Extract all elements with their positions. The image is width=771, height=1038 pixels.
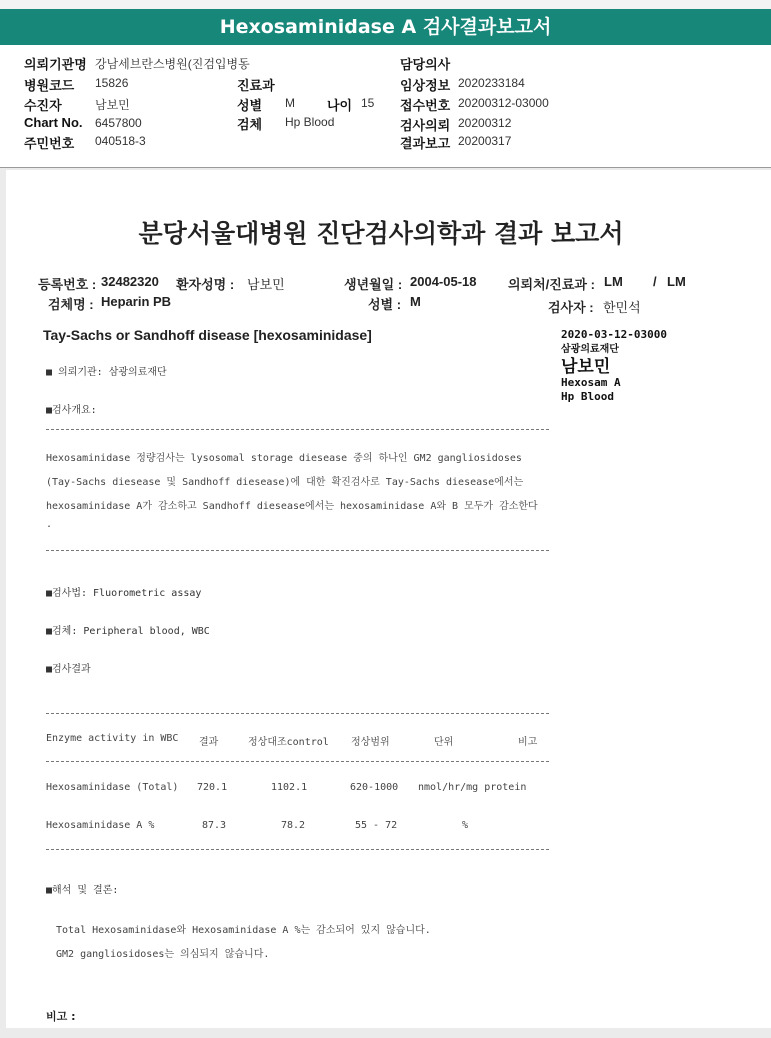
row1-result: 720.1 — [197, 782, 228, 793]
resident-no-value: 040518-3 — [95, 134, 146, 148]
method-line: ■검사법: Fluorometric assay — [46, 588, 202, 599]
top-strip — [0, 0, 771, 9]
order-header — [0, 45, 771, 168]
specimen-label: 검체 — [237, 117, 263, 132]
row2-control: 78.2 — [281, 820, 306, 831]
overview-line-3: hexosaminidase A가 감소하고 Sandhoff diesease에서는 hexosaminidase A와 B 모두가 감소한다 — [46, 501, 538, 512]
age-label: 나이 — [327, 98, 353, 113]
divider — [46, 849, 549, 850]
row1-range: 620-1000 — [350, 782, 399, 793]
specimen-name-label: 검체명 : — [48, 297, 94, 312]
dept-label: 의뢰처/진료과 : — [508, 277, 595, 292]
patient-name-label: 환자성명 : — [176, 277, 235, 292]
specimen-label-sticker — [559, 322, 711, 408]
dob-label: 생년월일 : — [344, 277, 403, 292]
dob-value: 2004-05-18 — [410, 274, 477, 289]
overview-line-1: Hexosaminidase 정량검사는 lysosomal storage diesease 중의 하나인 GM2 gangliosidoses — [46, 453, 522, 464]
row1-unit: nmol/hr/mg protein — [418, 782, 527, 793]
row2-enzyme: Hexosaminidase A % — [46, 820, 155, 831]
row2-unit: % — [462, 820, 469, 831]
report-title: 분당서울대병원 진단검사의학과 결과 보고서 — [138, 219, 624, 248]
test-title: Tay-Sachs or Sandhoff disease [hexosaminidase] — [43, 327, 372, 343]
specimen-name-value: Heparin PB — [101, 294, 172, 309]
table-header-unit: 단위 — [434, 737, 454, 748]
row2-range: 55 - 72 — [355, 820, 398, 831]
request-date-label: 검사의뢰 — [400, 118, 451, 133]
table-header-result: 결과 — [199, 737, 219, 748]
interpretation-line-2: GM2 gangliosidoses는 의심되지 않습니다. — [56, 949, 270, 960]
reg-no-label: 등록번호 : — [38, 277, 97, 292]
table-header-enzyme: Enzyme activity in WBC — [46, 733, 179, 744]
examiner-value: 한민석 — [603, 300, 641, 315]
dept-value-b: LM — [667, 274, 686, 289]
report-date-value: 20200317 — [458, 134, 512, 148]
table-header-remark: 비고 — [518, 737, 538, 748]
hospital-code-value: 15826 — [95, 76, 129, 90]
patient-label: 수진자 — [24, 98, 62, 113]
examiner-label: 검사자 : — [548, 300, 594, 315]
banner-title: Hexosaminidase A 검사결과보고서 — [219, 16, 552, 38]
institution-value: 강남세브란스병원(진검입병동 — [95, 57, 250, 71]
row1-control: 1102.1 — [271, 782, 308, 793]
department-label: 진료과 — [237, 78, 275, 93]
table-header-control: 정상대조control — [248, 737, 329, 748]
sticker-org: 삼광의료재단 — [561, 344, 619, 355]
interpretation-line-1: Total Hexosaminidase와 Hexosaminidase A %는 감소되어 있지 않습니다. — [56, 925, 431, 936]
overview-line-4: . — [46, 519, 53, 530]
clinical-info-label: 임상정보 — [400, 78, 451, 93]
specimen-line: ■검체: Peripheral blood, WBC — [46, 626, 210, 637]
overview-line-2: (Tay-Sachs diesease 및 Sandhoff diesease)에 대한 확진검사로 Tay-Sachs diesease에서는 — [46, 477, 524, 488]
age-value: 15 — [361, 96, 375, 110]
result-heading: ■검사결과 — [46, 664, 91, 675]
table-header-range: 정상범위 — [351, 737, 390, 748]
divider — [46, 761, 549, 762]
divider — [46, 550, 549, 551]
request-date-value: 20200312 — [458, 116, 512, 130]
accession-value: 20200312-03000 — [458, 96, 549, 110]
reg-no-value: 32482320 — [101, 274, 159, 289]
chart-no-value: 6457800 — [95, 116, 142, 130]
interpretation-heading: ■해석 및 결론: — [46, 885, 119, 896]
divider — [46, 713, 549, 714]
patient-name-value: 남보민 — [247, 277, 285, 292]
dept-value-a: LM — [604, 274, 623, 289]
report-sex-label: 성별 : — [368, 297, 402, 312]
institution-line: ■ 의뢰기관: 삼광의료재단 — [46, 367, 167, 378]
sticker-name: 남보민 — [561, 357, 611, 377]
institution-label: 의뢰기관명 — [24, 57, 87, 72]
doctor-label: 담당의사 — [400, 57, 451, 72]
chart-no-label: Chart No. — [24, 115, 83, 130]
sex-label: 성별 — [237, 98, 263, 113]
sex-value: M — [285, 96, 295, 110]
specimen-value: Hp Blood — [285, 115, 335, 129]
scanned-report — [6, 170, 771, 1028]
dept-separator: / — [653, 274, 657, 289]
sticker-date: 2020-03-12-03000 — [561, 328, 667, 341]
report-banner — [0, 9, 771, 45]
divider — [46, 429, 549, 430]
report-sex-value: M — [410, 294, 421, 309]
report-date-label: 결과보고 — [400, 136, 451, 151]
clinical-info-value: 2020233184 — [458, 76, 525, 90]
sticker-specimen: Hp Blood — [561, 390, 614, 403]
hospital-code-label: 병원코드 — [24, 78, 75, 93]
patient-value: 남보민 — [95, 98, 130, 112]
sticker-test: Hexosam A — [561, 376, 621, 389]
resident-no-label: 주민번호 — [24, 136, 75, 151]
accession-label: 접수번호 — [400, 98, 451, 113]
overview-heading: ■검사개요: — [46, 405, 97, 416]
row2-result: 87.3 — [202, 820, 227, 831]
remarks-label: 비고 : — [46, 1010, 76, 1023]
row1-enzyme: Hexosaminidase (Total) — [46, 782, 179, 793]
